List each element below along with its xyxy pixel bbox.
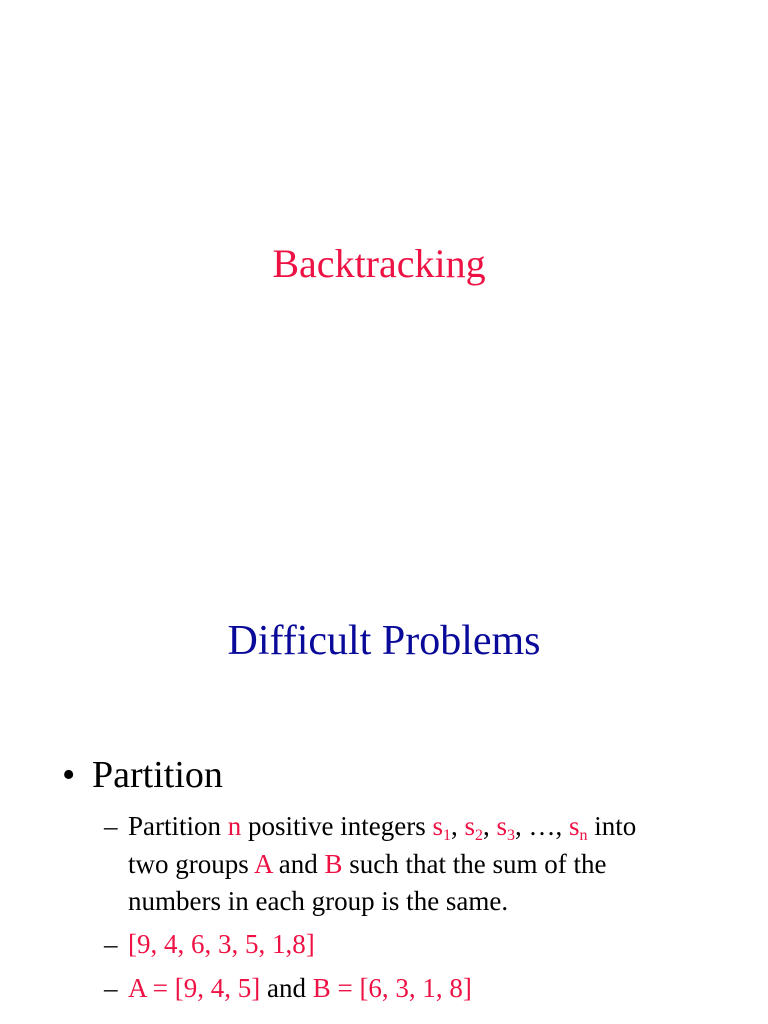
group-b: B (324, 849, 343, 879)
bullet-label: Partition (92, 754, 223, 796)
var-s1 (432, 811, 451, 844)
text: positive integers (241, 811, 433, 841)
subscript: 1 (442, 827, 451, 844)
slide-title-backtracking: Backtracking (272, 241, 486, 286)
var-s2 (464, 811, 483, 844)
text: and (272, 849, 325, 879)
example-group-a: A = [9, 4, 5] (128, 973, 261, 1003)
sub-dash: – (104, 811, 118, 841)
bullet-partition (62, 750, 223, 800)
s: s (496, 811, 508, 841)
var-n: n (227, 811, 242, 841)
subscript: 3 (507, 827, 516, 844)
sub-bullet-example-list (104, 926, 315, 963)
text: , (450, 811, 465, 841)
sub-bullet-example-split (104, 970, 472, 1007)
var-s3 (496, 811, 516, 844)
subscript: n (579, 827, 588, 844)
s: s (432, 811, 443, 841)
subscript: 2 (475, 827, 483, 844)
sub-bullet-definition (104, 808, 636, 845)
text: , …, (515, 811, 570, 841)
example-list: [9, 4, 6, 3, 5, 1,8] (128, 929, 315, 959)
text: Partition (128, 811, 228, 841)
text: , (483, 811, 497, 841)
bullet-marker: • (62, 754, 76, 796)
s: s (464, 811, 475, 841)
text: into (587, 811, 637, 841)
sub-bullet-definition-line3: numbers in each group is the same. (128, 886, 509, 916)
example-group-b: B = [6, 3, 1, 8] (312, 973, 472, 1003)
sub-dash: – (104, 973, 118, 1003)
text: two groups (128, 849, 255, 879)
sub-dash: – (104, 929, 118, 959)
s: s (569, 811, 580, 841)
slide-title-difficult-problems: Difficult Problems (227, 618, 541, 664)
group-a: A (254, 849, 273, 879)
var-sn (569, 811, 588, 844)
sub-bullet-definition-line2 (128, 846, 606, 883)
text: such that the sum of the (342, 849, 607, 879)
text: and (260, 973, 313, 1003)
